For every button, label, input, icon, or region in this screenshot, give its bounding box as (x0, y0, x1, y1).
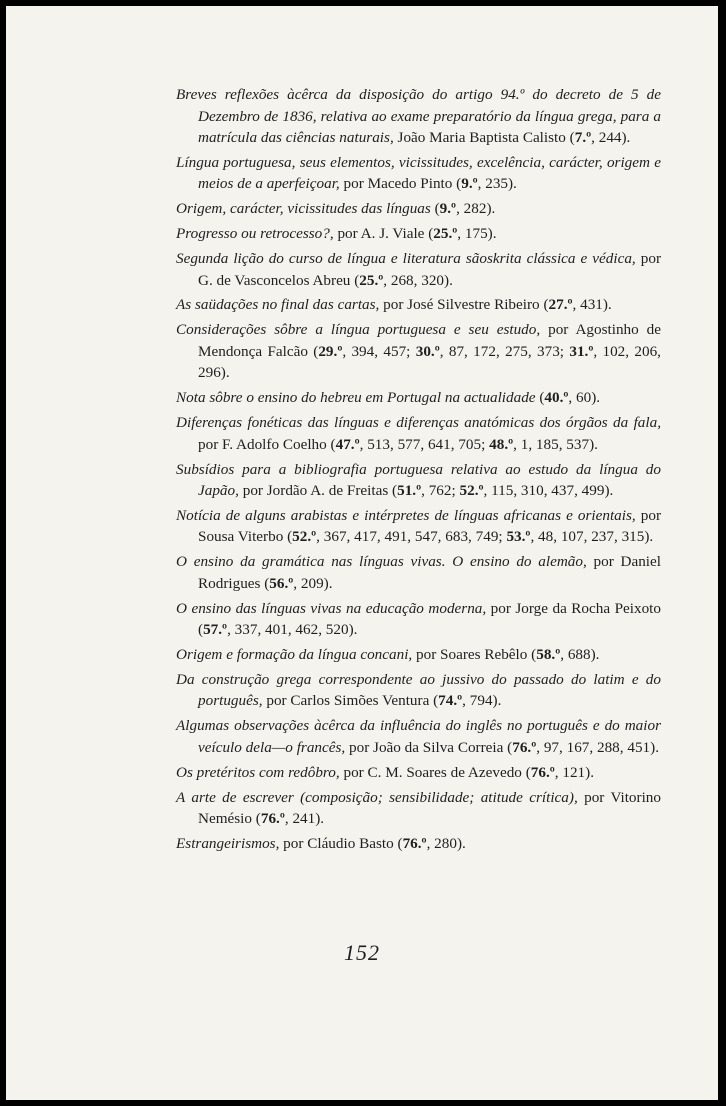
entry-author: por Jordão A. de Freitas (238, 482, 389, 500)
volume-number: 52.º (459, 482, 484, 500)
volume-number: 25.º (433, 225, 458, 243)
entry-references: (9.º, 235). (452, 175, 517, 193)
entry-title: Notícia de alguns arabistas e intérpretes de línguas africanas e orientais, (176, 506, 636, 524)
entry-title: A arte de escrever (composição; sensibilidade; atitude crítica), (176, 788, 578, 806)
volume-number: 57.º (203, 621, 228, 639)
bibliography-entry (176, 669, 661, 712)
entry-title: Considerações sôbre a língua portuguesa e seu estudo, (176, 321, 541, 339)
entry-title: O ensino da gramática nas línguas vivas. O ensino do alemão, (176, 553, 587, 571)
volume-number: 76.º (530, 763, 555, 781)
volume-number: 76.º (512, 738, 537, 756)
entry-references: (76.º, 121). (521, 763, 594, 781)
entry-author: por Cláudio Basto (279, 835, 394, 853)
bibliography-entry (176, 505, 661, 548)
entry-title: As saüdações no final das cartas, (176, 296, 380, 314)
entry-author: por Sousa Viterbo (198, 506, 661, 546)
volume-number: 9.º (439, 200, 457, 218)
entry-author: por A. J. Viale (333, 225, 425, 243)
entry-author: por Macedo Pinto (339, 175, 453, 193)
bibliography-entry (176, 319, 661, 384)
entry-title: Progresso ou retrocesso?, (176, 225, 334, 243)
entry-author: por José Silvestre Ribeiro (379, 296, 540, 314)
bibliography-entry (176, 412, 661, 455)
bibliography-entry (176, 787, 661, 830)
entry-references: (56.º, 209). (260, 574, 333, 592)
bibliography-entry (176, 762, 661, 784)
entry-title: O ensino das línguas vivas na educação moderna, (176, 599, 487, 617)
book-page (6, 6, 718, 1100)
entry-references: (58.º, 688). (527, 646, 600, 664)
bibliography-entry (176, 387, 661, 409)
volume-number: 76.º (402, 835, 427, 853)
volume-number: 40.º (544, 389, 569, 407)
entry-author: por G. de Vasconcelos Abreu (198, 250, 661, 289)
entry-title: Origem e formação da língua concani, (176, 646, 413, 664)
entry-references: (57.º, 337, 401, 462, 520). (198, 621, 358, 639)
volume-number: 31.º (569, 342, 594, 360)
volume-number: 51.º (397, 482, 422, 500)
volume-number: 74.º (438, 692, 463, 710)
entry-title: Subsídios para a bibliografia portuguesa relativa ao estudo da língua do Japão, (176, 460, 661, 500)
entry-author: por Vitorino Nemésio (198, 788, 661, 828)
entry-references: (9.º, 282). (430, 200, 496, 218)
entry-author: por C. M. Soares de Azevedo (339, 763, 522, 781)
entry-references: (25.º, 268, 320). (350, 271, 453, 289)
entry-author: por Agostinho de Mendonça Falcão (198, 321, 661, 360)
entry-references: (51.º, 762; 52.º, 115, 310, 437, 499). (388, 482, 614, 500)
entry-title: Os pretéritos com redôbro, (176, 763, 340, 781)
entry-references: (76.º, 97, 167, 288, 451). (503, 738, 659, 756)
entry-author: por Jorge da Rocha Peixoto (486, 599, 661, 617)
entry-references: (52.º, 367, 417, 491, 547, 683, 749; 53.º, 48, 107, 237, 315). (283, 528, 654, 546)
volume-number: 52.º (292, 528, 317, 546)
entry-title: Algumas observações àcêrca da influência do inglês no português e do maior veículo dela—o francês, (176, 717, 661, 756)
entry-title: Diferenças fonéticas das línguas e diferenças anatómicas dos órgãos da fala, (176, 414, 661, 432)
entry-author: por Soares Rebêlo (412, 646, 528, 664)
volume-number: 48.º (489, 435, 514, 453)
entry-references: (76.º, 241). (252, 810, 325, 828)
entry-author: por Carlos Simões Ventura (262, 692, 430, 710)
entry-title: Estrangeirismos, (176, 835, 280, 853)
entry-references: (76.º, 280). (393, 835, 466, 853)
entry-title: Língua portuguesa, seus elementos, vicissitudes, excelência, carácter, origem e meios de a aperfeiçoar, (176, 153, 661, 193)
bibliography-entry (176, 459, 661, 502)
entry-title: Da construção grega correspondente ao jussivo do passado do latim e do português, (176, 670, 661, 710)
bibliography-entry (176, 248, 661, 291)
volume-number: 27.º (548, 296, 573, 314)
bibliography-list (176, 84, 661, 858)
bibliography-entry (176, 833, 661, 855)
bibliography-entry (176, 598, 661, 641)
entry-references: (7.º, 244). (565, 129, 631, 146)
entry-references: (27.º, 431). (539, 296, 612, 314)
entry-references: (29.º, 394, 457; 30.º, 87, 172, 275, 373; 31.º, 102, 206, 296). (198, 342, 661, 382)
page-number: 152 (344, 940, 380, 965)
bibliography-entry (176, 294, 661, 316)
entry-author: por F. Adolfo Coelho (198, 435, 327, 453)
volume-number: 29.º (318, 342, 343, 360)
volume-number: 9.º (461, 175, 478, 193)
volume-number: 56.º (269, 574, 294, 592)
volume-number: 30.º (415, 342, 440, 360)
volume-number: 53.º (506, 528, 531, 546)
entry-title: Origem, carácter, vicissitudes das línguas (176, 200, 431, 218)
entry-references: (40.º, 60). (535, 389, 601, 407)
volume-number: 76.º (260, 810, 285, 828)
bibliography-entry (176, 198, 661, 220)
volume-number: 25.º (359, 271, 384, 289)
volume-number: 47.º (335, 435, 360, 453)
bibliography-entry (176, 715, 661, 758)
bibliography-entry (176, 84, 661, 149)
entry-references: (74.º, 794). (429, 692, 502, 710)
entry-author: por Daniel Rodrigues (198, 553, 661, 592)
bibliography-entry (176, 551, 661, 594)
entry-references: (47.º, 513, 577, 641, 705; 48.º, 1, 185, 537). (326, 435, 598, 453)
bibliography-entry (176, 644, 661, 666)
volume-number: 7.º (574, 129, 592, 146)
entry-author: João Maria Baptista Calisto (393, 129, 566, 146)
entry-author: por João da Silva Correia (345, 738, 504, 756)
entry-title: Nota sôbre o ensino do hebreu em Portugal na actualidade (176, 389, 536, 407)
bibliography-entry (176, 223, 661, 245)
bibliography-entry (176, 152, 661, 195)
entry-references: (25.º, 175). (424, 225, 497, 243)
volume-number: 58.º (536, 646, 561, 664)
entry-title: Breves reflexões àcêrca da disposição do artigo 94.º do decreto de 5 de Dezembro de 1836, relativa ao exame preparatório da língua grega, para a matrícula das ciências naturais, (176, 86, 661, 146)
entry-title: Segunda lição do curso de língua e literatura sãoskrita clássica e védica, (176, 250, 636, 268)
